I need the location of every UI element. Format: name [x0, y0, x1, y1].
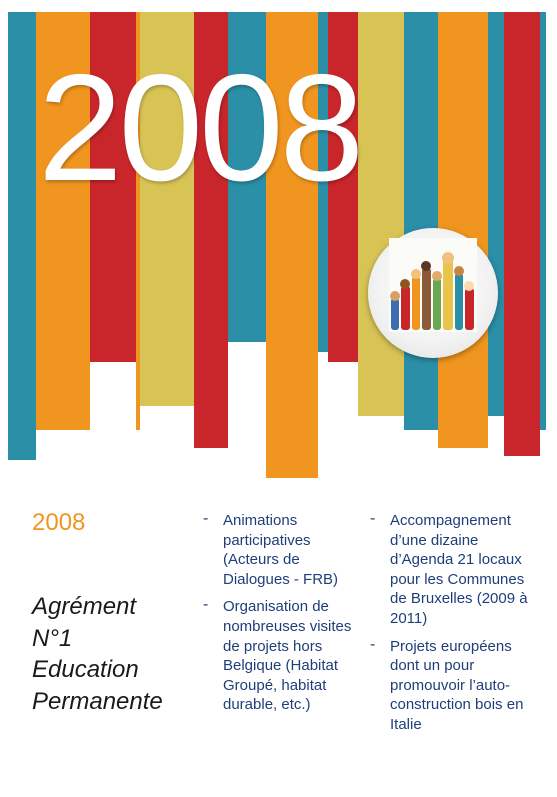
approval-line: N°1 — [32, 624, 73, 652]
list-item-text: Projets européens dont un pour promouvoir l’auto-construction bois en Italie — [390, 637, 524, 733]
bullet-dash: - — [203, 596, 209, 614]
approval-title — [32, 591, 202, 717]
stripe-yellow-2 — [358, 12, 404, 416]
approval-line: Agrément — [32, 593, 137, 620]
stripe-teal-4 — [404, 12, 438, 430]
list-item — [203, 597, 355, 715]
stripe-teal-6 — [540, 12, 546, 430]
activities-column-right — [370, 511, 536, 743]
raised-hands-badge — [368, 228, 498, 358]
stripe-teal-1 — [8, 12, 36, 460]
approval-line: Education — [32, 656, 139, 683]
list-item — [370, 637, 536, 735]
activities-column-left — [203, 511, 355, 723]
list-item — [203, 511, 355, 589]
bullet-dash: - — [203, 510, 209, 527]
approval-line: Permanente — [32, 687, 163, 715]
list-item-text: Animations participatives (Acteurs de Dialogues - FRB) — [223, 512, 339, 588]
raised-hands-icon — [389, 238, 477, 332]
list-item-text: Accompagnement d’une dizaine d’Agenda 21 locaux pour les Communes de Bruxelles (2009 à 2011) — [390, 512, 528, 627]
list-item — [370, 511, 536, 629]
list-item-text: Organisation de nombreuses visites de projets hors Belgique (Habitat Groupé, habitat durable, etc.) — [223, 598, 352, 714]
stripe-red-4 — [504, 12, 540, 456]
stripe-teal-5 — [488, 12, 504, 416]
section-year: 2008 — [32, 509, 86, 536]
bullet-dash: - — [370, 635, 376, 653]
cover-year: 2008 — [38, 43, 361, 213]
bullet-dash: - — [370, 510, 376, 527]
